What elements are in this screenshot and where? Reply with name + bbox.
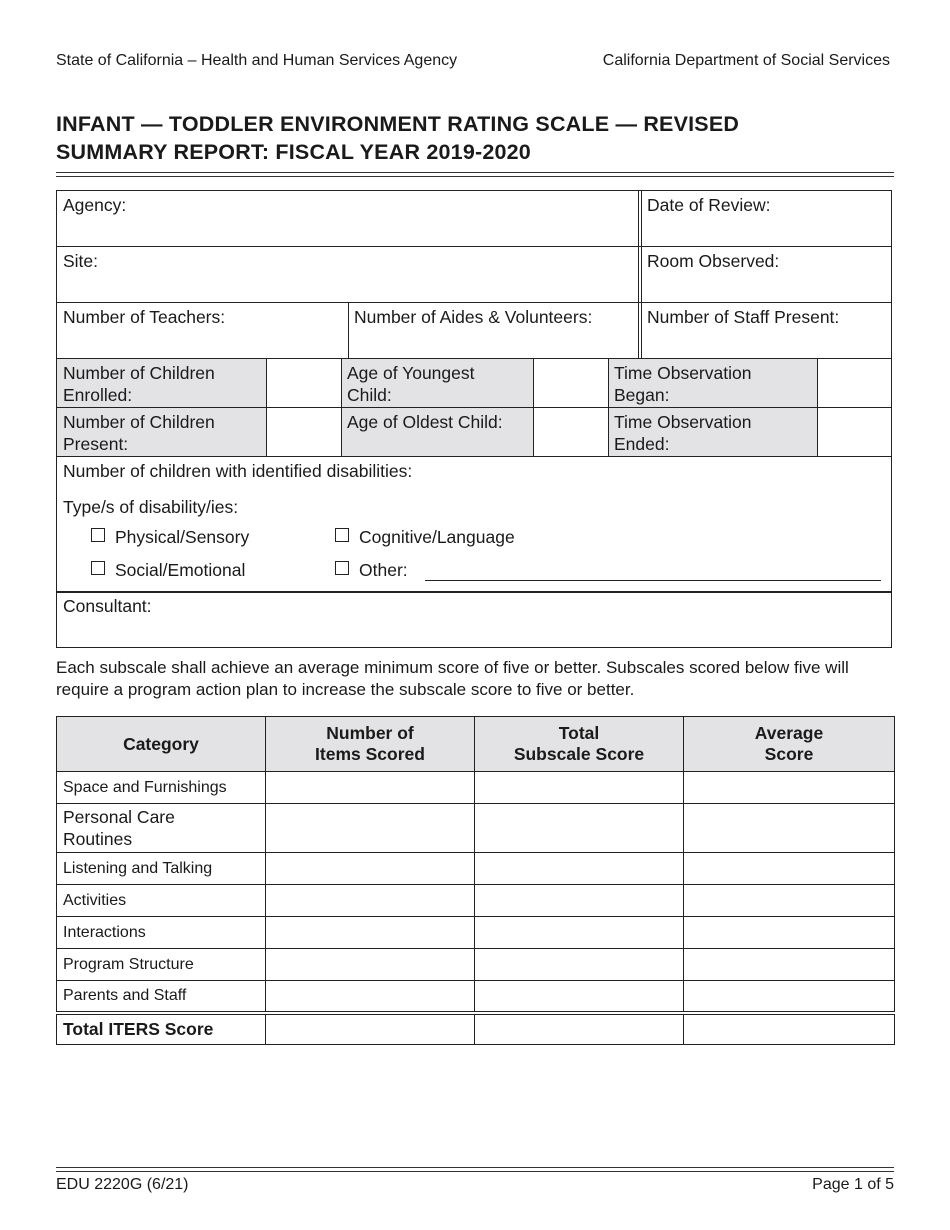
total-subscale-header-line-2: Subscale Score bbox=[513, 744, 645, 764]
date-of-review-label: Date of Review: bbox=[647, 195, 771, 215]
total-score-cell[interactable] bbox=[475, 853, 684, 885]
average-score-header bbox=[684, 717, 895, 772]
agency-label: Agency: bbox=[63, 195, 127, 215]
items-scored-header-line-2: Items Scored bbox=[315, 744, 425, 764]
site-label: Site: bbox=[63, 251, 99, 271]
category-cell: Parents and Staff bbox=[57, 981, 266, 1013]
age-youngest-label: Age of Youngest Child: bbox=[347, 363, 475, 405]
items-scored-cell[interactable] bbox=[266, 772, 475, 804]
physical-sensory-label: Physical/Sensory bbox=[115, 527, 250, 547]
consultant-label: Consultant: bbox=[63, 596, 152, 616]
total-score-cell[interactable] bbox=[475, 804, 684, 853]
total-subscale-cell[interactable] bbox=[475, 1013, 684, 1045]
page-number: Page 1 of 5 bbox=[812, 1176, 894, 1193]
time-ended-label: Time Observation Ended: bbox=[614, 412, 752, 454]
average-score-cell[interactable] bbox=[684, 885, 895, 917]
category-cell: Listening and Talking bbox=[57, 853, 266, 885]
category-cell: Personal Care Routines bbox=[57, 804, 266, 853]
table-row bbox=[57, 772, 895, 804]
category-cell: Activities bbox=[57, 885, 266, 917]
items-scored-cell[interactable] bbox=[266, 981, 475, 1013]
department-header: California Department of Social Services bbox=[602, 52, 890, 69]
average-score-cell[interactable] bbox=[684, 981, 895, 1013]
total-items-cell[interactable] bbox=[266, 1013, 475, 1045]
items-scored-cell[interactable] bbox=[266, 804, 475, 853]
total-score-cell[interactable] bbox=[475, 981, 684, 1013]
children-present-label: Number of Children Present: bbox=[63, 412, 215, 454]
agency-header: State of California – Health and Human Services Agency bbox=[56, 52, 458, 69]
total-score-cell[interactable] bbox=[475, 772, 684, 804]
social-emotional-checkbox[interactable] bbox=[91, 561, 105, 575]
total-label-cell: Total ITERS Score bbox=[57, 1013, 266, 1045]
social-emotional-label: Social/Emotional bbox=[115, 560, 246, 580]
physical-sensory-option[interactable] bbox=[91, 527, 249, 548]
title-rule-top bbox=[56, 172, 894, 173]
items-scored-cell[interactable] bbox=[266, 917, 475, 949]
total-average-cell[interactable] bbox=[684, 1013, 895, 1045]
average-score-cell[interactable] bbox=[684, 804, 895, 853]
disability-types-label: Type/s of disability/ies: bbox=[63, 497, 239, 517]
info-box bbox=[56, 190, 892, 648]
footer-rule-bottom bbox=[56, 1171, 894, 1172]
page-title bbox=[56, 110, 739, 166]
table-row bbox=[57, 804, 895, 853]
average-score-cell[interactable] bbox=[684, 917, 895, 949]
footer-rule-top bbox=[56, 1167, 894, 1168]
category-cell: Program Structure bbox=[57, 949, 266, 981]
table-header-row bbox=[57, 717, 895, 772]
number-of-teachers-label: Number of Teachers: bbox=[63, 307, 226, 327]
total-score-cell[interactable] bbox=[475, 949, 684, 981]
number-of-aides-label: Number of Aides & Volunteers: bbox=[354, 307, 593, 327]
number-of-staff-label: Number of Staff Present: bbox=[647, 307, 840, 327]
total-row bbox=[57, 1013, 895, 1045]
average-score-cell[interactable] bbox=[684, 949, 895, 981]
other-checkbox[interactable] bbox=[335, 561, 349, 575]
category-cell: Space and Furnishings bbox=[57, 772, 266, 804]
age-oldest-label: Age of Oldest Child: bbox=[347, 412, 503, 432]
cognitive-language-checkbox[interactable] bbox=[335, 528, 349, 542]
total-score-cell[interactable] bbox=[475, 917, 684, 949]
average-score-cell[interactable] bbox=[684, 772, 895, 804]
other-blank-line[interactable] bbox=[425, 580, 881, 581]
items-scored-cell[interactable] bbox=[266, 853, 475, 885]
table-row bbox=[57, 981, 895, 1013]
items-scored-cell[interactable] bbox=[266, 949, 475, 981]
other-option[interactable] bbox=[335, 560, 408, 581]
table-row bbox=[57, 853, 895, 885]
title-rule-bottom bbox=[56, 176, 894, 177]
total-subscale-header-line-1: Total bbox=[558, 723, 600, 743]
time-began-label: Time Observation Began: bbox=[614, 363, 752, 405]
title-line-2: SUMMARY REPORT: FISCAL YEAR 2019-2020 bbox=[56, 140, 531, 164]
average-score-header-line-1: Average bbox=[754, 723, 824, 743]
cognitive-language-label: Cognitive/Language bbox=[359, 527, 515, 547]
other-label: Other: bbox=[359, 560, 408, 580]
instructions-paragraph: Each subscale shall achieve an average minimum score of five or better. Subscales scored below five will require a program action plan to increase the subscale score to five or better. bbox=[56, 658, 849, 699]
table-row bbox=[57, 917, 895, 949]
average-score-header-line-2: Score bbox=[764, 744, 814, 764]
children-enrolled-label: Number of Children Enrolled: bbox=[63, 363, 215, 405]
total-subscale-header bbox=[475, 717, 684, 772]
social-emotional-option[interactable] bbox=[91, 560, 245, 581]
items-scored-cell[interactable] bbox=[266, 885, 475, 917]
physical-sensory-checkbox[interactable] bbox=[91, 528, 105, 542]
cognitive-language-option[interactable] bbox=[335, 527, 515, 548]
category-cell: Interactions bbox=[57, 917, 266, 949]
table-row bbox=[57, 949, 895, 981]
items-scored-header-line-1: Number of bbox=[326, 723, 414, 743]
disabilities-label: Number of children with identified disabilities: bbox=[63, 461, 413, 481]
total-score-cell[interactable] bbox=[475, 885, 684, 917]
subscale-score-table bbox=[56, 716, 895, 1045]
title-line-1: INFANT — TODDLER ENVIRONMENT RATING SCALE — REVISED bbox=[56, 112, 740, 136]
room-observed-label: Room Observed: bbox=[647, 251, 780, 271]
form-number: EDU 2220G (6/21) bbox=[56, 1176, 189, 1193]
items-scored-header bbox=[266, 717, 475, 772]
category-header: Category bbox=[57, 717, 266, 772]
table-row bbox=[57, 885, 895, 917]
average-score-cell[interactable] bbox=[684, 853, 895, 885]
